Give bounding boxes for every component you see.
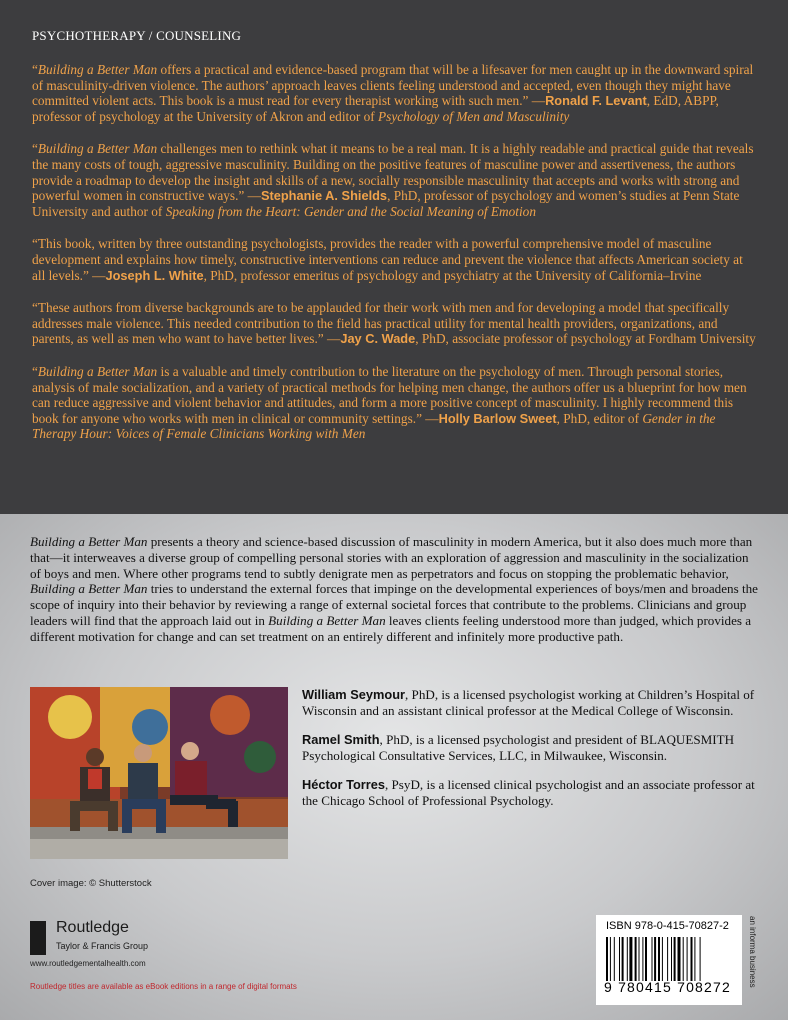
category-label: PSYCHOTHERAPY / COUNSELING — [32, 28, 242, 43]
endorser-name: Joseph L. White — [105, 267, 204, 283]
endorsement-quote: “Building a Better Man is a valuable and timely contribution to the literature on the psychology of men. Through personal stories, analysis of male socialization, and a variety of practical methods for helping men change, the authors offer us a blueprint for how men can reduce aggressive and violent behavior and attitudes, and form a more positive concept of masculinity. I highly recommend this book for anyone who works with men in clinical or community settings.” —Holly Barlow Sweet, PhD, editor of Gender in the Therapy Hour: Voices of Female Clinicians Working with Men — [32, 363, 747, 442]
author-name: Ramel Smith — [302, 732, 380, 748]
description-panel — [0, 514, 788, 1020]
author-name: Héctor Torres — [302, 777, 385, 793]
cover-image-credit: Cover image: © Shutterstock — [30, 878, 152, 889]
author-bio: William Seymour, PhD, is a licensed psychologist working at Children’s Hospital of Wisconsin and an assistant clinical professor at the Medical College of Wisconsin. — [302, 687, 755, 718]
author-name: William Seymour — [302, 687, 405, 702]
author-bio: Ramel Smith, PhD, is a licensed psychologist and president of BLAQUESMITH Psychological Consultative Services, LLC, in Milwaukee, Wisconsin. — [302, 732, 735, 763]
barcode — [596, 915, 742, 1005]
informa-side-text: an informa business — [748, 916, 757, 988]
barcode-bars-icon — [606, 937, 732, 981]
author-bios — [302, 687, 762, 823]
book-title: Building a Better Man — [37, 141, 158, 157]
publisher-logo — [30, 919, 230, 963]
publisher-name: Routledge — [56, 919, 129, 936]
endorser-name: Holly Barlow Sweet — [438, 410, 557, 426]
endorser-name: Stephanie A. Shields — [260, 188, 388, 204]
book-title: Building a Better Man — [37, 62, 158, 77]
endorsement-quote: “Building a Better Man offers a practical and evidence-based program that will be a lifesaver for men caught up in the downward spiral of masculinity-driven violence. The authors’ approach leaves clients feeling understood and accepted, even though they might have committed violent acts. This book is a must read for every therapist working with such men.” —Ronald F. Levant, EdD, ABPP, professor of psychology at the University of Akron and editor of Psychology of Men and Masculinity — [32, 62, 754, 124]
publisher-group: Taylor & Francis Group — [56, 941, 149, 951]
barcode-number: 9 780415 708272 — [604, 979, 731, 995]
authors-photo — [30, 687, 288, 859]
authors-section — [30, 687, 760, 859]
endorser-name: Ronald F. Levant — [545, 93, 647, 109]
book-description: Building a Better Man presents a theory and science-based discussion of masculinity in modern America, but it also does much more than that—it interweaves a diverse group of compelling personal stories with an exploration of aggression and masculinity in the socialization of boys and men. Where other programs tend to subtly denigrate men as perpetrators and focus on stopping the problematic behavior, Building a Better Man tries to understand the external forces that impinge on the developmental experiences of boys/men and broadens the scope of inquiry into their behavior by reviewing a range of external societal forces that contribute to the problems. Clinicians and group leaders will find that the approach laid out in Building a Better Man leaves clients feeling understood more than judged, which provides a different motivation for change and can set treatment on an entirely different and infinitely more productive path. — [30, 534, 758, 644]
endorsement-quote: “Building a Better Man challenges men to rethink what it means to be a real man. It is a highly readable and practical guide that reveals the many costs of tough, aggressive masculinity. Building on the positive features of masculine power and assertiveness, the authors provide a roadmap to develop the insight and skills of a new, socially responsible masculinity that accepts and works with strong and powerful women in constructive ways.” —Stephanie A. Shields, PhD, professor of psychology and women’s studies at Penn State University and author of Speaking from the Heart: Gender and the Social Meaning of Emotion — [32, 141, 754, 219]
ebook-note: Routledge titles are available as eBook editions in a range of digital formats — [30, 982, 297, 991]
endorsement-quote: “This book, written by three outstanding psychologists, provides the reader with a powerful comprehensive model of masculine development and explains how timely, constructive interventions can reduce and prevent the violence that affects American society at all levels.” —Joseph L. White, PhD, professor emeritus of psychology and psychiatry at the University of California–Irvine — [32, 236, 743, 283]
endorsement-quote: “These authors from diverse backgrounds are to be applauded for their work with men and for developing a model that specifically addresses male violence. This needed contribution to the field has practical utility for mental health providers, organizations, and parents, as well as men who want to have better lives.” —Jay C. Wade, PhD, associate professor of psychology at Fordham University — [32, 300, 756, 347]
endorser-name: Jay C. Wade — [340, 331, 416, 347]
book-title: Building a Better Man — [37, 363, 158, 379]
authors-photo-image — [30, 687, 288, 859]
publisher-website: www.routledgementalhealth.com — [30, 959, 146, 968]
isbn-label: ISBN 978-0-415-70827-2 — [606, 920, 729, 932]
routledge-logo-icon — [30, 921, 46, 955]
author-bio: Héctor Torres, PsyD, is a licensed clinical psychologist and an associate professor at the Chicago School of Professional Psychology. — [302, 777, 755, 808]
